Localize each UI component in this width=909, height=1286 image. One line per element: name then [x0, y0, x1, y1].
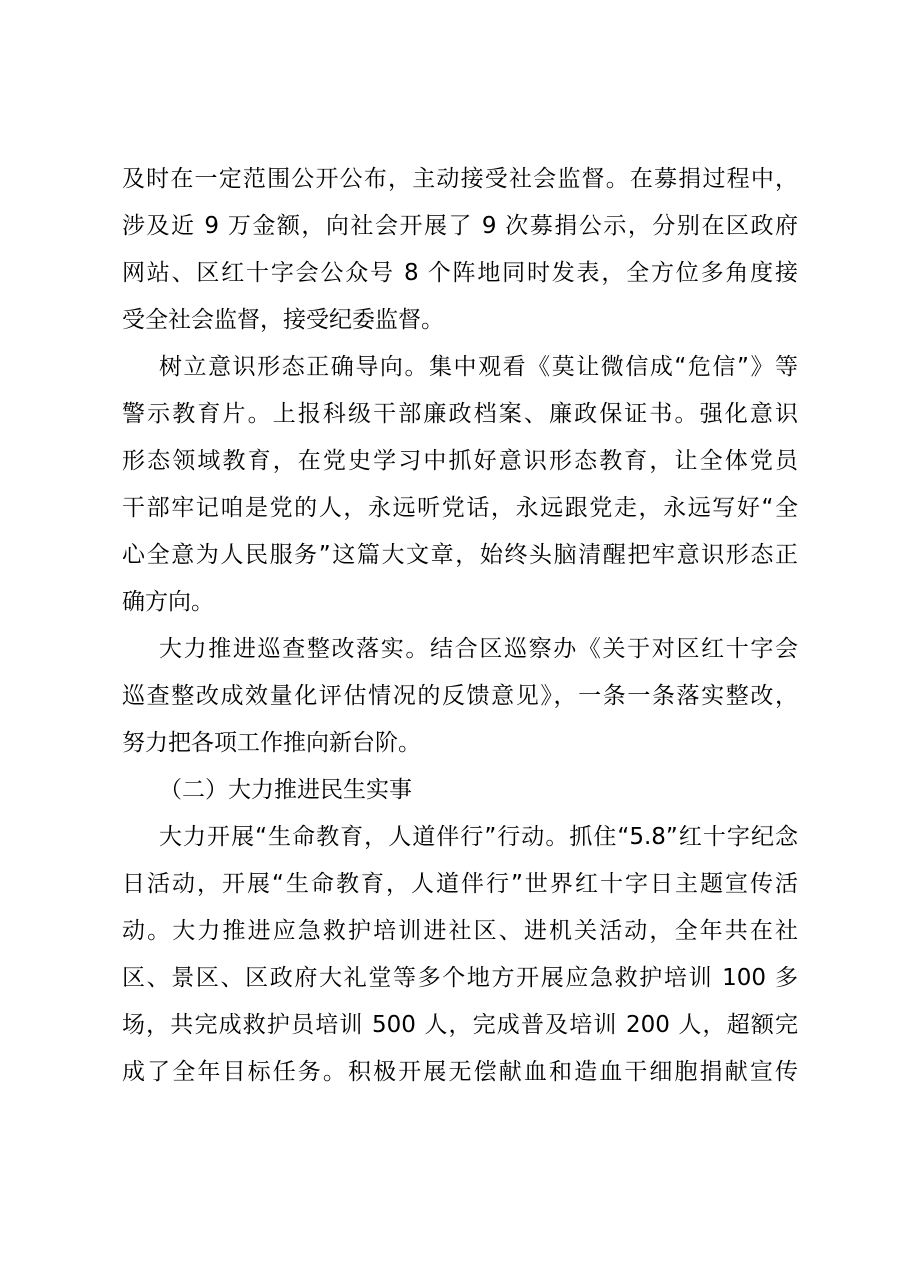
- paragraph-line: 受全社会监督，接受纪委监督。: [122, 307, 444, 333]
- paragraph-line: 心全意为人民服务”这篇大文章，始终头脑清醒把牢意识形态正: [122, 542, 798, 568]
- paragraph-first-line: 大力开展“生命教育，人道伴行”行动。抓住“5.8”红十字纪念: [159, 824, 798, 850]
- paragraph-first-line: 树立意识形态正确导向。集中观看《莫让微信成“危信”》等: [159, 354, 798, 380]
- paragraph-line: 及时在一定范围公开公布，主动接受社会监督。在募捐过程中，: [122, 166, 798, 192]
- paragraph-line: 努力把各项工作推向新台阶。: [122, 730, 421, 756]
- paragraph-line: 警示教育片。上报科级干部廉政档案、廉政保证书。强化意识: [122, 401, 798, 427]
- paragraph-line: 干部牢记咱是党的人，永远听党话，永远跟党走，永远写好“全: [122, 495, 798, 521]
- paragraph-line: 成了全年目标任务。积极开展无偿献血和造血干细胞捐献宣传: [122, 1059, 798, 1085]
- paragraph-line: 巡查整改成效量化评估情况的反馈意见》，一条一条落实整改，: [122, 683, 798, 709]
- section-heading: （二）大力推进民生实事: [159, 777, 412, 803]
- document-body: [122, 156, 798, 1096]
- paragraph-line: 场，共完成救护员培训 500 人，完成普及培训 200 人，超额完: [122, 1012, 798, 1038]
- paragraph-line: 区、景区、区政府大礼堂等多个地方开展应急救护培训 100 多: [122, 965, 798, 991]
- paragraph-line: 网站、区红十字会公众号 8 个阵地同时发表，全方位多角度接: [122, 260, 798, 286]
- paragraph-first-line: 大力推进巡查整改落实。结合区巡察办《关于对区红十字会: [159, 636, 798, 662]
- paragraph-line: 涉及近 9 万金额，向社会开展了 9 次募捐公示，分别在区政府: [122, 213, 798, 239]
- paragraph-line: 确方向。: [122, 589, 214, 615]
- paragraph-line: 形态领域教育，在党史学习中抓好意识形态教育，让全体党员: [122, 448, 798, 474]
- paragraph-line: 日活动，开展“生命教育，人道伴行”世界红十字日主题宣传活: [122, 871, 798, 897]
- paragraph-line: 动。大力推进应急救护培训进社区、进机关活动，全年共在社: [122, 918, 798, 944]
